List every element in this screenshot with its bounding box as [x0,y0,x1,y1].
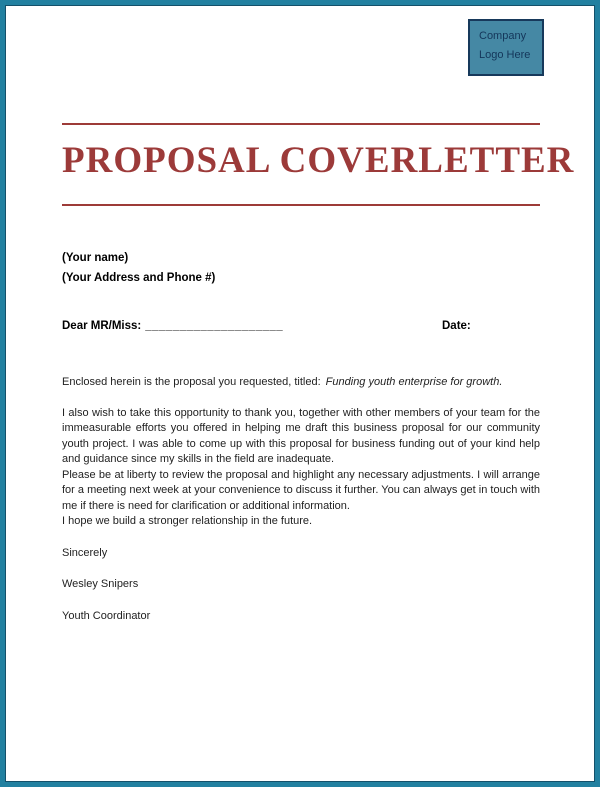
sender-address-placeholder: (Your Address and Phone #) [62,272,216,284]
closing-signature-name: Wesley Snipers [62,578,139,590]
company-logo-placeholder [468,19,544,76]
closing-signature-role: Youth Coordinator [62,609,151,622]
sender-name-placeholder: (Your name) [62,252,129,264]
salutation-label: Dear MR/Miss: [62,320,142,332]
closing-sincerely: Sincerely [62,546,108,559]
body-paragraph-1: I also wish to take this opportunity to thank you, together with other members of your team for the immeasurable efforts you offered in helping me draft this business proposal for our community youth project. I was able to come up with this proposal for business funding out of your kind help and guidance since my skills in the field are inadequate. [62,406,540,465]
intro-line [62,375,540,391]
salutation-blank-line: ____________________ [145,320,284,332]
document-title: PROPOSAL COVERLETTER [62,140,575,181]
date-label: Date: [442,320,471,332]
letter-content [5,123,595,624]
body-paragraph-3: I hope we build a stronger relationship in the future. [62,515,313,527]
proposal-title-italic: Funding youth enterprise for growth. [325,376,503,388]
salutation-row [62,319,540,335]
intro-text: Enclosed herein is the proposal you requested, titled: [62,376,321,388]
sender-block [62,248,540,288]
logo-text-line2: Logo Here [479,49,531,61]
logo-text-line1: Company [479,30,527,42]
title-rule-top [62,123,540,125]
title-rule-bottom [62,204,540,206]
body-paragraph-2: Please be at liberty to review the proposal and highlight any necessary adjustments. I will arrange for a meeting next week at your convenience to discuss it further. You can always get in touch with me if there is need for clarification or additional information. [62,468,540,512]
